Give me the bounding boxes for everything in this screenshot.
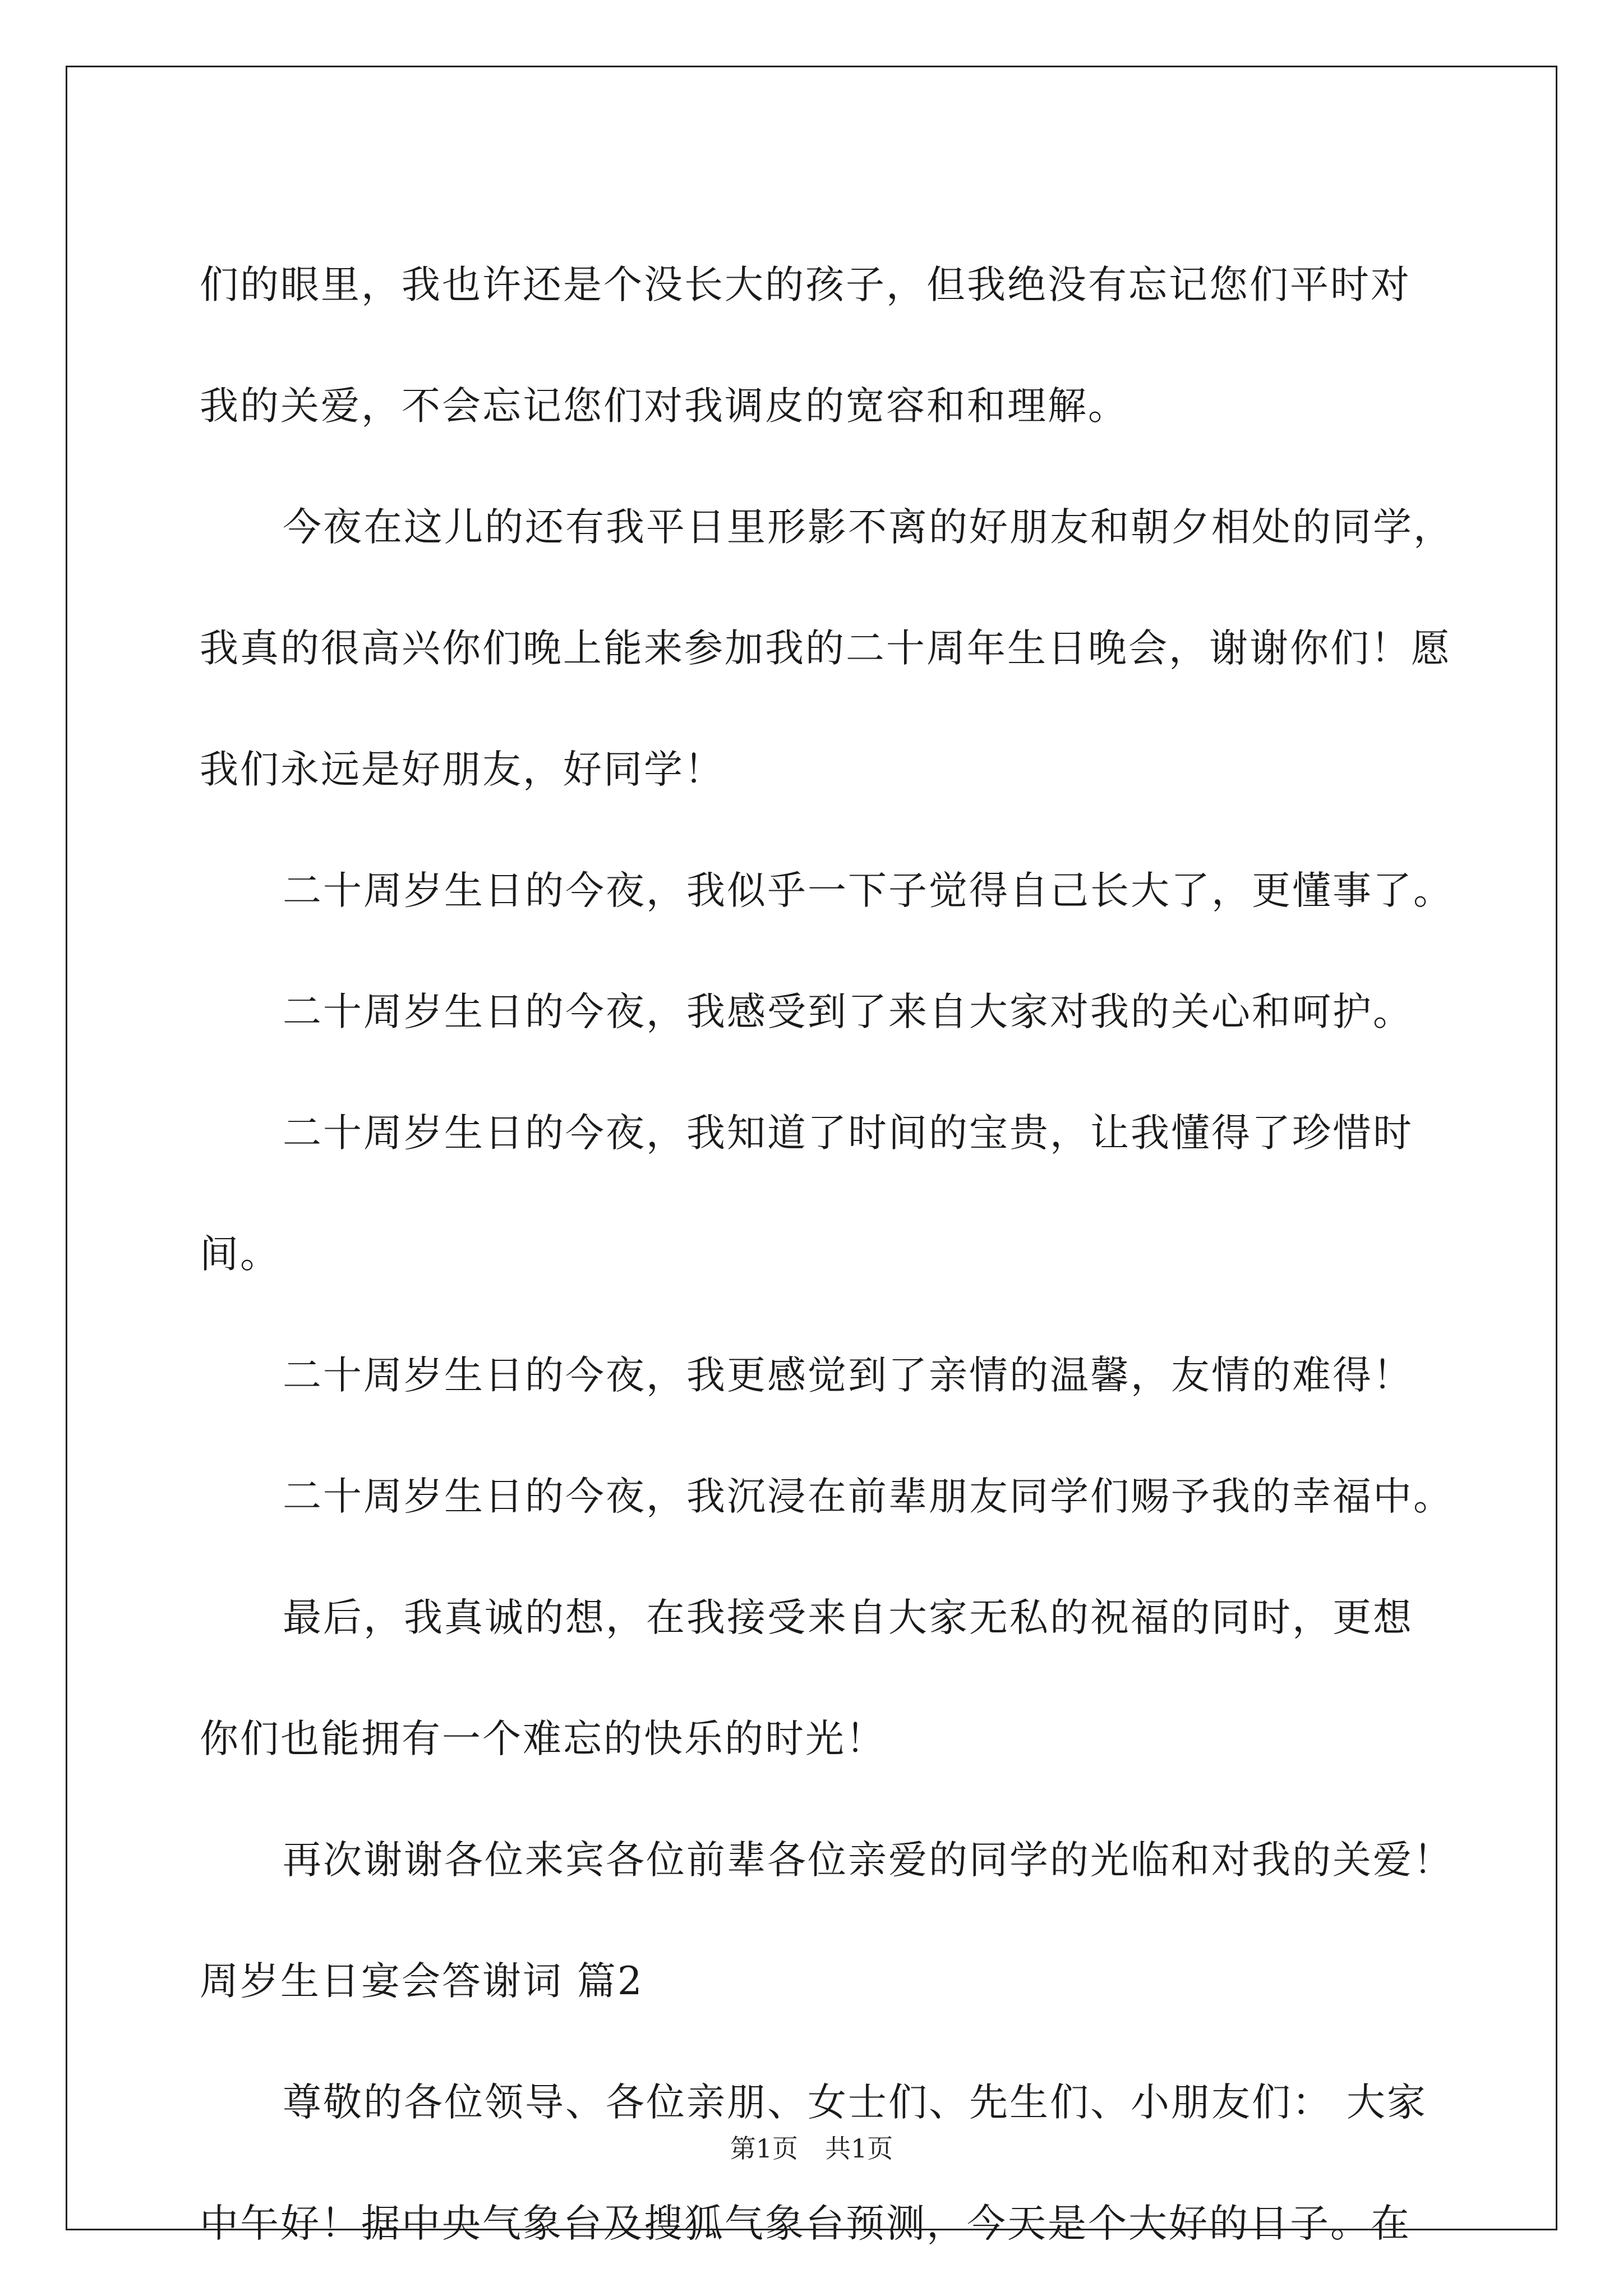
text-line: 我们永远是好朋友，好同学！ bbox=[200, 747, 725, 792]
paragraph-start: 尊敬的各位领导、各位亲朋、女士们、先生们、小朋友们： 大家 bbox=[283, 2080, 1427, 2125]
paragraph-start: 二十周岁生日的今夜，我知道了时间的宝贵，让我懂得了珍惜时 bbox=[283, 1111, 1413, 1156]
page-number: 第1页 bbox=[730, 2133, 798, 2164]
paragraph-start: 今夜在这儿的还有我平日里形影不离的好朋友和朝夕相处的同学， bbox=[283, 505, 1454, 550]
text-line: 中午好！据中央气象台及搜狐气象台预测，今天是个大好的日子。在 bbox=[200, 2201, 1411, 2246]
paragraph-start: 二十周岁生日的今夜，我感受到了来自大家对我的关心和呵护。 bbox=[283, 990, 1413, 1034]
text-line: 们的眼里，我也许还是个没长大的孩子，但我绝没有忘记您们平时对 bbox=[200, 263, 1411, 307]
page-footer bbox=[0, 2133, 1623, 2164]
text-line: 你们也能拥有一个难忘的快乐的时光！ bbox=[200, 1717, 886, 1761]
text-line: 间。 bbox=[200, 1232, 280, 1277]
text-line: 我的关爱，不会忘记您们对我调皮的宽容和和理解。 bbox=[200, 384, 1128, 429]
page-total: 共1页 bbox=[825, 2133, 893, 2164]
paragraph-start: 二十周岁生日的今夜，我似乎一下子觉得自己长大了，更懂事了。 bbox=[283, 868, 1454, 913]
paragraph-start: 再次谢谢各位来宾各位前辈各位亲爱的同学的光临和对我的关爱！ bbox=[283, 1838, 1454, 1883]
paragraph-start: 最后，我真诚的想，在我接受来自大家无私的祝福的同时，更想 bbox=[283, 1595, 1413, 1640]
paragraph-start: 二十周岁生日的今夜，我沉浸在前辈朋友同学们赐予我的幸福中。 bbox=[283, 1474, 1454, 1519]
text-line: 我真的很高兴你们晚上能来参加我的二十周年生日晚会，谢谢你们！愿 bbox=[200, 626, 1451, 671]
document-body bbox=[200, 216, 1454, 2276]
section-heading: 周岁生日宴会答谢词 篇2 bbox=[200, 1959, 644, 2004]
paragraph-start: 二十周岁生日的今夜，我更感觉到了亲情的温馨，友情的难得！ bbox=[283, 1353, 1413, 1398]
